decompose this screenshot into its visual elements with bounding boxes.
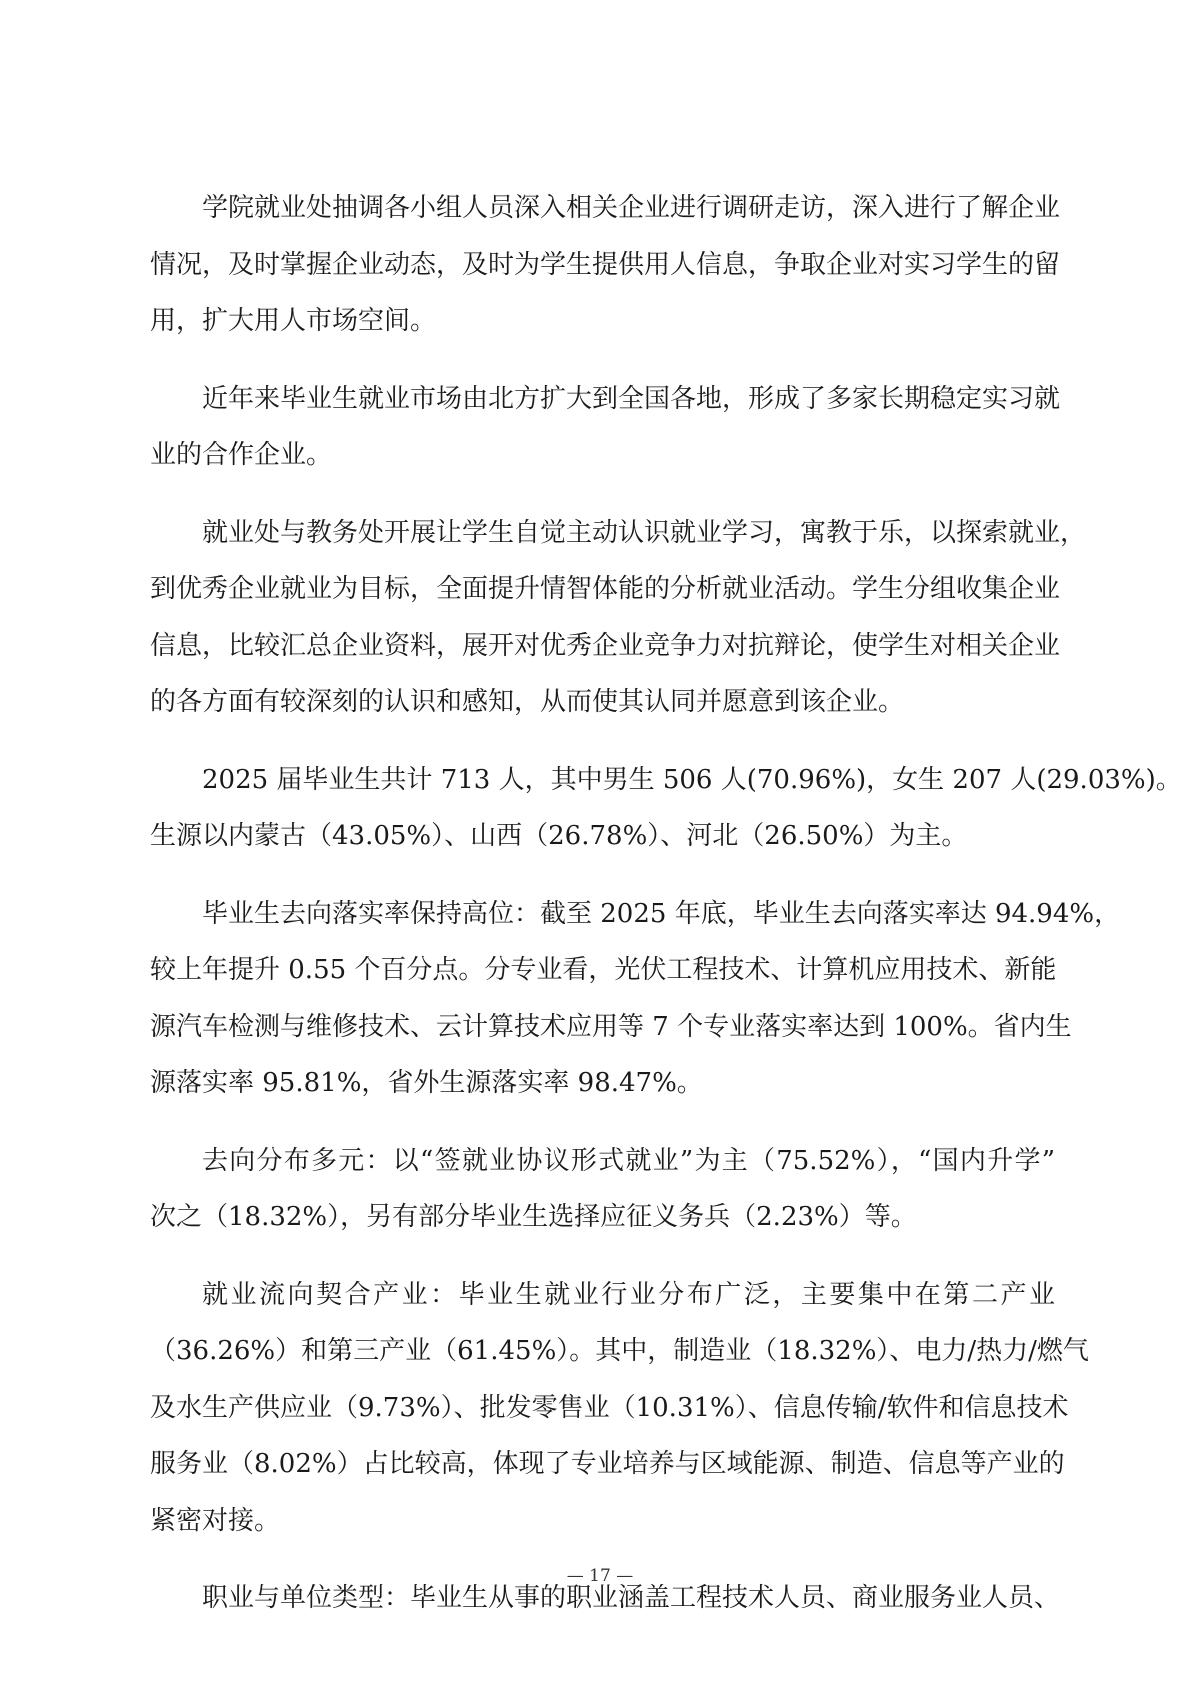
text-line: 紧密对接。	[150, 1505, 281, 1536]
text-line: 2025 届毕业生共计 713 人，其中男生 506 人(70.96%)，女生 207 人(29.03%)。	[202, 764, 1182, 795]
text-line: 到优秀企业就业为目标，全面提升情智体能的分析就业活动。学生分组收集企业	[150, 574, 1061, 604]
text-line: 较上年提升 0.55 个百分点。分专业看，光伏工程技术、计算机应用技术、新能	[150, 955, 1057, 985]
page-number: — 17 —	[566, 1566, 634, 1586]
paragraph	[150, 886, 1121, 1112]
text-line: 的各方面有较深刻的认识和感知，从而使其认同并愿意到该企业。	[150, 687, 905, 717]
paragraph	[150, 1267, 1089, 1550]
text-line: 生源以内蒙古（43.05%）、山西（26.78%）、河北（26.50%）为主。	[150, 821, 968, 851]
paragraph	[150, 505, 1087, 731]
paragraph	[150, 1133, 1055, 1246]
text-line: 源汽车检测与维修技术、云计算技术应用等 7 个专业落实率达到 100%。省内生	[150, 1011, 1072, 1042]
text-line: 及水生产供应业（9.73%）、批发零售业（10.31%）、信息传输/软件和信息技术	[150, 1392, 1069, 1423]
text-line: 毕业生去向落实率保持高位：截至 2025 年底，毕业生去向落实率达 94.94%，	[202, 898, 1121, 929]
text-line: 用，扩大用人市场空间。	[150, 306, 437, 336]
text-line: 情况，及时掌握企业动态，及时为学生提供用人信息，争取企业对实习学生的留	[150, 249, 1061, 280]
text-line: 业的合作企业。	[150, 440, 333, 470]
text-line: 就业流向契合产业：毕业生就业行业分布广泛，主要集中在第二产业	[202, 1279, 1055, 1310]
paragraph	[150, 180, 1061, 350]
text-line: 学院就业处抽调各小组人员深入相关企业进行调研走访，深入进行了解企业	[202, 193, 1061, 223]
text-line: 源落实率 95.81%，省外生源落实率 98.47%。	[150, 1068, 703, 1098]
body-text	[150, 180, 1182, 1648]
text-line: 职业与单位类型：毕业生从事的职业涵盖工程技术人员、商业服务业人员、	[202, 1583, 1061, 1613]
text-line: （36.26%）和第三产业（61.45%）。其中，制造业（18.32%）、电力/热力/燃气	[150, 1336, 1089, 1366]
paragraph	[150, 752, 1182, 865]
text-line: 次之（18.32%），另有部分毕业生选择应征义务兵（2.23%）等。	[150, 1202, 917, 1232]
text-line: 去向分布多元：以“签就业协议形式就业”为主（75.52%），“国内升学”	[202, 1145, 1055, 1176]
paragraph	[150, 371, 1061, 484]
text-line: 信息，比较汇总企业资料，展开对优秀企业竞争力对抗辩论，使学生对相关企业	[150, 630, 1061, 661]
text-line: 服务业（8.02%）占比较高，体现了专业培养与区域能源、制造、信息等产业的	[150, 1449, 1065, 1479]
text-line: 近年来毕业生就业市场由北方扩大到全国各地，形成了多家长期稳定实习就	[202, 383, 1061, 414]
text-line: 就业处与教务处开展让学生自觉主动认识就业学习，寓教于乐，以探索就业，	[202, 517, 1087, 548]
